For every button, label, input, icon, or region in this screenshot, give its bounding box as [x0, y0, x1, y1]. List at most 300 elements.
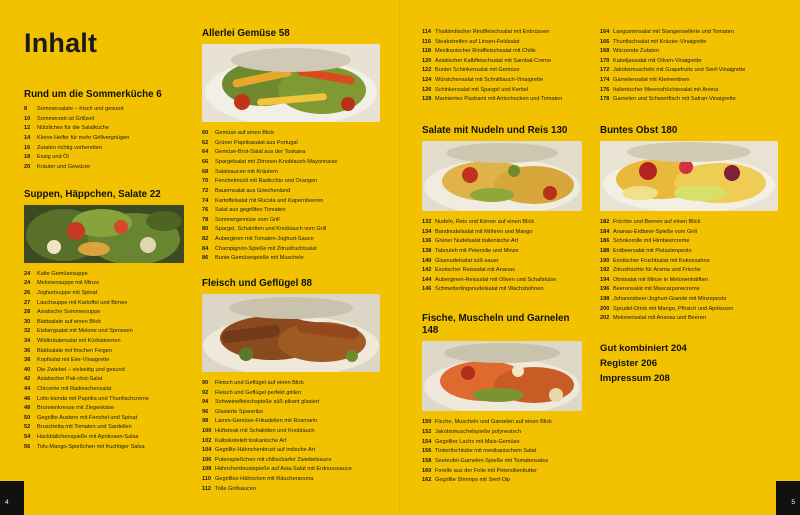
item-page: 198: [600, 295, 610, 302]
item-title: Mariniertes Pastrami mit Artischocken und Tomaten: [435, 96, 563, 103]
item-title: Auberginen mit Tomaten-Joghurt-Sauce: [215, 235, 314, 242]
list-item[interactable]: [422, 276, 582, 286]
item-title: Essig und Öl: [37, 154, 69, 161]
item-title: Tofu-Mango-Spießchen mit fruchtiger Salsa: [37, 443, 145, 450]
item-page: 30: [24, 318, 31, 325]
item-title: Sprudel-Drink mit Mango, Pfirsich und Aprikosen: [613, 305, 734, 312]
list-item[interactable]: [24, 404, 184, 414]
item-title: Nützliches für die Salatküche: [37, 125, 110, 132]
item-page: 162: [422, 477, 432, 484]
item-page: 48: [24, 405, 31, 412]
footer-register[interactable]: Register 206: [600, 357, 658, 369]
item-title: Erdbeersalat mit Pistazienpesto: [613, 247, 692, 254]
item-title: Blattsalate mit frischen Feigen: [37, 347, 112, 354]
item-title: Melonensalat mit Ananas und Beeren: [613, 315, 706, 322]
item-title: Seeteufel-Garnelen-Spieße mit Tomatensalsa: [435, 457, 549, 464]
item-page: 118: [422, 48, 432, 55]
item-title: Würzende Zutaten: [613, 48, 660, 55]
item-title: Italienischer Meeresfrüchtesalat mit Anona: [613, 86, 719, 93]
item-page: 190: [600, 257, 610, 264]
item-page: 168: [600, 48, 610, 55]
item-page: 100: [202, 428, 212, 435]
item-title: Kartoffelsalat mit Rucola und Kapernbeeren: [215, 197, 324, 204]
list-item[interactable]: [600, 266, 778, 276]
right-column-2: [600, 28, 778, 386]
item-title: Gegrilltes Hähnchen mit Räucheraroma: [215, 476, 314, 483]
list-item[interactable]: [422, 57, 582, 67]
item-page: 20: [24, 163, 31, 170]
photo-suppen-salate-image: [24, 205, 184, 263]
item-page: 96: [202, 408, 209, 415]
item-title: Salat aus gegrillten Tomaten: [215, 207, 286, 214]
item-page: 64: [202, 149, 209, 156]
left-column-2: [202, 28, 380, 494]
item-title: Bunter Schinkensalat mit Gemüse: [435, 67, 520, 74]
item-page: 28: [24, 309, 31, 316]
list-item[interactable]: [24, 433, 184, 443]
page-title: Inhalt: [24, 28, 98, 58]
list-item[interactable]: [24, 385, 184, 395]
item-title: Fische, Muscheln und Garnelen auf einen Blick: [435, 419, 552, 426]
item-page: 172: [600, 67, 610, 74]
list-item[interactable]: [422, 428, 582, 438]
item-page: 66: [202, 159, 209, 166]
item-page: 120: [422, 57, 432, 64]
list-item[interactable]: [422, 66, 582, 76]
item-title: Kalte Gemüsesuppe: [37, 270, 88, 277]
list-item[interactable]: [422, 438, 582, 448]
list-item[interactable]: [202, 139, 380, 149]
item-title: Eisbergsalat mit Melone und Sprossen: [37, 328, 133, 335]
list-item[interactable]: [600, 66, 778, 76]
item-page: 160: [422, 467, 432, 474]
list-item[interactable]: [600, 47, 778, 57]
photo-allerlei-gemuese: [202, 44, 380, 122]
item-title: Tabouleh mit Petersilie und Minze: [435, 247, 519, 254]
item-page: 174: [600, 77, 610, 84]
item-title: Gegrillte Austern mit Fenchel und Spinat: [37, 414, 138, 421]
section-title-buntes-obst: Buntes Obst 180: [600, 124, 678, 136]
toc-list-fische-cont: [600, 28, 778, 105]
item-title: Garnelen und Schwertfisch mit Safran-Vinaigrette: [613, 96, 736, 103]
list-item[interactable]: [600, 38, 778, 48]
item-page: 138: [422, 247, 432, 254]
item-title: Glasnudelsalat süß-sauer: [435, 257, 499, 264]
list-item[interactable]: [422, 285, 582, 295]
item-page: 60: [202, 130, 209, 137]
list-item[interactable]: [600, 305, 778, 315]
item-title: Kleine Helfer für mehr Grillvergnügen: [37, 135, 130, 142]
list-item[interactable]: [202, 446, 380, 456]
list-item[interactable]: [24, 356, 184, 366]
item-page: 26: [24, 289, 31, 296]
toc-list-fleisch-cont: [422, 28, 582, 105]
list-item[interactable]: [202, 168, 380, 178]
page-tab-left: [0, 481, 24, 515]
list-item[interactable]: [202, 465, 380, 475]
item-page: 14: [24, 135, 31, 142]
item-title: Fleisch und Geflügel perfekt grillen: [215, 389, 302, 396]
item-page: 40: [24, 366, 31, 373]
item-page: 170: [600, 57, 610, 64]
item-page: 108: [202, 466, 212, 473]
list-item[interactable]: [202, 475, 380, 485]
section-title-gemuese: Allerlei Gemüse 58: [202, 28, 290, 39]
item-page: 52: [24, 424, 31, 431]
item-title: Asiatischer Kalbfleischsalat mit Sambal-Creme: [435, 57, 551, 64]
item-title: Blattsalate auf einen Blick: [37, 318, 102, 325]
item-page: 164: [600, 29, 610, 35]
list-item[interactable]: [202, 456, 380, 466]
item-page: 62: [202, 139, 209, 146]
item-title: Früchte und Beeren auf einen Blick: [613, 219, 701, 226]
item-title: Joghurtsuppe mit Spinat: [37, 289, 98, 296]
list-item[interactable]: [24, 270, 184, 280]
item-page: 186: [600, 238, 610, 245]
section-title-suppen: Suppen, Häppchen, Salate 22: [24, 188, 161, 200]
list-item[interactable]: [24, 318, 184, 328]
list-item[interactable]: [600, 28, 778, 38]
list-item[interactable]: [422, 76, 582, 86]
item-title: Fleisch und Geflügel auf einen Blick: [215, 380, 304, 386]
list-item[interactable]: [422, 457, 582, 467]
item-page: 124: [422, 77, 432, 84]
item-title: Tintenfischtube mit mexikanischem Salat: [435, 448, 537, 455]
list-item[interactable]: [600, 76, 778, 86]
item-page: 50: [24, 414, 31, 421]
item-title: Jakobsmuscheln mit Grapefruits und Senf-Vinaigrette: [613, 67, 746, 74]
item-title: Bandnudelsalat mit Möhren und Mango: [435, 228, 533, 235]
item-title: Nudeln, Reis und Körner auf einen Blick: [435, 219, 535, 226]
item-title: Schinkensalat mit Spargel und Kerbel: [435, 86, 529, 93]
item-page: 158: [422, 457, 432, 464]
item-page: 94: [202, 399, 209, 406]
page-number-right: 5: [791, 499, 795, 506]
item-page: 176: [600, 86, 610, 93]
item-page: 32: [24, 328, 31, 335]
item-title: Thunfischsalat mit Kräuter-Vinaigrette: [613, 38, 707, 45]
item-page: 82: [202, 235, 209, 242]
photo-nudeln-reis: [422, 141, 582, 211]
item-title: Tolle Grillsaucen: [215, 485, 257, 492]
item-page: 196: [600, 286, 610, 293]
item-title: Kalbskotelett toskanische Art: [215, 437, 287, 444]
list-item[interactable]: [202, 235, 380, 245]
list-item[interactable]: [422, 247, 582, 257]
page-tab-right: [776, 481, 800, 515]
item-page: 70: [202, 178, 209, 185]
item-title: Johannisbeer-Joghurt-Granité mit Minzepesto: [613, 295, 727, 302]
item-page: 90: [202, 380, 209, 386]
list-item[interactable]: [600, 237, 778, 247]
item-title: Hackbällchenspieße mit Aprikosen-Salsa: [37, 434, 139, 441]
list-item[interactable]: [24, 443, 184, 453]
list-item[interactable]: [24, 163, 184, 173]
item-title: Champignon-Spieße mit Zitrusfruchtsalat: [215, 245, 317, 252]
list-item[interactable]: [202, 206, 380, 216]
list-item[interactable]: [24, 375, 184, 385]
item-title: Spargel, Schalotten und Knoblauch vom Grill: [215, 226, 327, 233]
item-title: Putenspießchen mit chilischarfer Zwiebelsauce: [215, 456, 332, 463]
item-title: Zutaten richtig vorbereiten: [37, 144, 102, 151]
item-page: 56: [24, 443, 31, 450]
list-item[interactable]: [202, 485, 380, 495]
list-item[interactable]: [422, 86, 582, 96]
section-title-fische: Fische, Muscheln und Garnelen 148: [422, 312, 570, 337]
item-title: Sommerzeit ist Grillzeit: [37, 115, 95, 122]
list-item[interactable]: [202, 187, 380, 197]
item-title: Lamm-Gemüse-Frikadellen mit Rosmarin: [215, 418, 318, 425]
item-page: 194: [600, 276, 610, 283]
footer-gut-kombiniert[interactable]: Gut kombiniert 204: [600, 342, 687, 354]
item-title: Schweinefleischspieße süß-pikant glasiert: [215, 399, 320, 406]
item-title: Lauchsuppe mit Kartoffel und Birnen: [37, 299, 128, 306]
item-page: 46: [24, 395, 31, 402]
item-page: 16: [24, 144, 31, 151]
section-title-fleisch: Fleisch und Geflügel 88: [202, 277, 312, 289]
item-title: Zitrusfrüchte für Aroma und Frische: [613, 267, 701, 274]
item-page: 140: [422, 257, 432, 264]
item-page: 68: [202, 168, 209, 175]
item-title: Exotischer Fruchtsalat mit Kokossahne: [613, 257, 710, 264]
item-page: 8: [24, 106, 28, 113]
item-title: Sommergemüse vom Grill: [215, 216, 280, 223]
item-title: Gemüse auf einen Blick: [215, 130, 275, 137]
item-page: 80: [202, 226, 209, 233]
list-item[interactable]: [422, 418, 582, 428]
list-item[interactable]: [422, 38, 582, 48]
item-title: Ananas-Erdbeer-Spieße vom Grill: [613, 228, 697, 235]
item-title: Hähnchenbrustspieße auf Asia-Salat mit Erdnusssauce: [215, 466, 352, 473]
toc-list-suppen: [24, 270, 184, 453]
item-page: 132: [422, 219, 432, 226]
item-title: Beerensalat mit Mascarponecreme: [613, 286, 700, 293]
list-item[interactable]: [202, 437, 380, 447]
item-title: Gegrillter Lachs mit Mais-Gemüse: [435, 438, 520, 445]
list-item[interactable]: [202, 129, 380, 139]
list-item[interactable]: [202, 408, 380, 418]
photo-suppen-salate: [24, 205, 184, 263]
item-page: 114: [422, 29, 432, 35]
list-item[interactable]: [422, 266, 582, 276]
item-title: Salatsaucen mit Kräutern: [215, 168, 278, 175]
item-title: Asiatische Sommersuppe: [37, 309, 101, 316]
list-item[interactable]: [24, 153, 184, 163]
item-page: 136: [422, 238, 432, 245]
item-page: 72: [202, 187, 209, 194]
toc-list-fleisch: [202, 379, 380, 494]
item-title: Forelle aus der Folie mit Petersilienbutter: [435, 467, 537, 474]
list-item[interactable]: [24, 337, 184, 347]
item-page: 116: [422, 38, 432, 45]
item-page: 102: [202, 437, 212, 444]
item-page: 144: [422, 276, 432, 283]
item-page: 152: [422, 429, 432, 436]
list-item[interactable]: [24, 115, 184, 125]
list-item[interactable]: [202, 197, 380, 207]
list-item[interactable]: [422, 28, 582, 38]
list-item[interactable]: [600, 285, 778, 295]
item-title: Steakstreifen auf Linsen-Feldsalat: [435, 38, 520, 45]
list-item[interactable]: [202, 427, 380, 437]
section-title-nudeln-reis: Salate mit Nudeln und Reis 130: [422, 124, 568, 136]
item-title: Die Zwiebel – vielseitig und gesund: [37, 366, 125, 373]
list-item[interactable]: [24, 395, 184, 405]
item-title: Lollo bionda mit Paprika und Thunfischcreme: [37, 395, 149, 402]
list-item[interactable]: [202, 417, 380, 427]
list-item[interactable]: [600, 257, 778, 267]
item-title: Kräuter und Gewürze: [37, 163, 91, 170]
page-number-left: 4: [5, 499, 9, 506]
item-title: Obstsalat mit Minze in Melonenhälften: [613, 276, 708, 283]
item-title: Bauernsalat aus Griechenland: [215, 187, 291, 194]
item-page: 126: [422, 86, 432, 93]
list-item[interactable]: [422, 237, 582, 247]
item-page: 200: [600, 305, 610, 312]
item-title: Kabeljausalat mit Oliven-Vinaigrette: [613, 57, 702, 64]
item-title: Bruschetta mit Tomaten und Sardellen: [37, 424, 132, 431]
item-page: 156: [422, 448, 432, 455]
list-item[interactable]: [202, 216, 380, 226]
item-title: Gegrillte Shrimps mit Senf-Dip: [435, 477, 511, 484]
list-item[interactable]: [202, 177, 380, 187]
list-item[interactable]: [24, 299, 184, 309]
list-item[interactable]: [24, 347, 184, 357]
list-item[interactable]: [202, 389, 380, 399]
list-item[interactable]: [600, 314, 778, 324]
item-title: Spargelsalat mit Zitronen-Knoblauch-Mayonnaise: [215, 159, 338, 166]
list-item[interactable]: [202, 245, 380, 255]
list-item[interactable]: [202, 379, 380, 389]
photo-fische-muscheln-image: [422, 341, 582, 411]
item-title: Brunnenkresse mit Ziegenkäse: [37, 405, 115, 412]
list-item[interactable]: [422, 228, 582, 238]
item-page: 192: [600, 267, 610, 274]
item-page: 128: [422, 96, 432, 103]
item-page: 178: [600, 96, 610, 103]
list-item[interactable]: [202, 398, 380, 408]
item-page: 154: [422, 438, 432, 445]
list-item[interactable]: [600, 228, 778, 238]
list-item[interactable]: [422, 476, 582, 486]
item-page: 24: [24, 270, 31, 277]
item-page: 104: [202, 447, 212, 454]
list-item[interactable]: [24, 414, 184, 424]
list-item[interactable]: [24, 327, 184, 337]
list-item[interactable]: [202, 225, 380, 235]
list-item[interactable]: [600, 86, 778, 96]
list-item[interactable]: [202, 158, 380, 168]
right-page: [400, 0, 800, 515]
photo-buntes-obst-image: [600, 141, 778, 211]
list-item[interactable]: [422, 47, 582, 57]
list-item[interactable]: [600, 95, 778, 105]
list-item[interactable]: [24, 279, 184, 289]
list-item[interactable]: [24, 289, 184, 299]
item-title: Gemüse-Brot-Salat aus der Toskana: [215, 149, 306, 156]
toc-list-buntes-obst: [600, 218, 778, 324]
item-title: Gegrillte Hähnchenbrust auf indische Art: [215, 447, 316, 454]
spine-divider: [399, 0, 400, 515]
list-item[interactable]: [422, 257, 582, 267]
footer-impressum[interactable]: Impressum 208: [600, 372, 670, 384]
item-title: Fenchelmüsli mit Radicchio und Orangen: [215, 178, 318, 185]
list-item[interactable]: [24, 423, 184, 433]
item-title: Auberginen-Reissalat mit Oliven und Schafskäse: [435, 276, 557, 283]
list-item[interactable]: [202, 148, 380, 158]
photo-nudeln-reis-image: [422, 141, 582, 211]
toc-list-sommerkueche: [24, 105, 184, 172]
list-item[interactable]: [600, 295, 778, 305]
left-column-1: [24, 28, 184, 452]
section-title-sommerkueche: Rund um die Sommerküche 6: [24, 89, 162, 100]
item-page: 54: [24, 434, 31, 441]
item-title: Schmetterlingsnudelsalat mit Wachsbohnen: [435, 286, 544, 293]
item-page: 18: [24, 154, 31, 161]
photo-fische-muscheln: [422, 341, 582, 411]
item-page: 78: [202, 216, 209, 223]
item-title: Hüftsteak mit Schalotten und Knoblauch: [215, 428, 315, 435]
list-item[interactable]: [202, 254, 380, 264]
toc-list-gemuese: [202, 129, 380, 264]
item-page: 188: [600, 247, 610, 254]
list-item[interactable]: [422, 95, 582, 105]
item-page: 76: [202, 207, 209, 214]
item-title: Jakobsmuschelspieße polynesisch: [435, 429, 522, 436]
item-page: 92: [202, 389, 209, 396]
list-item[interactable]: [24, 134, 184, 144]
item-page: 27: [24, 299, 31, 306]
list-item[interactable]: [422, 447, 582, 457]
list-item[interactable]: [600, 247, 778, 257]
item-title: Garnelensalat mit Klementinen: [613, 77, 690, 84]
list-item[interactable]: [24, 124, 184, 134]
item-page: 142: [422, 267, 432, 274]
item-page: 182: [600, 219, 610, 226]
list-item[interactable]: [600, 57, 778, 67]
item-title: Langustensalat mit Stangensellerie und Tomaten: [613, 29, 734, 35]
item-title: Thailändischer Rindfleischsalat mit Erdnüssen: [435, 29, 550, 35]
list-item[interactable]: [24, 105, 184, 115]
item-page: 122: [422, 67, 432, 74]
list-item[interactable]: [422, 467, 582, 477]
item-page: 10: [24, 115, 31, 122]
item-title: Exotischer Reissalat mit Ananas: [435, 267, 515, 274]
list-item[interactable]: [24, 308, 184, 318]
item-page: 74: [202, 197, 209, 204]
toc-list-nudeln-reis: [422, 218, 582, 295]
item-page: 110: [202, 476, 212, 483]
item-title: Würstchensalat mit Schnittlauch-Vinaigrette: [435, 77, 544, 84]
item-title: Kopfsalat mit Eier-Vinaigrette: [37, 357, 110, 364]
item-page: 146: [422, 286, 432, 293]
item-title: Sommersalate – frisch und gesund: [37, 106, 124, 113]
item-page: 12: [24, 125, 31, 132]
list-item[interactable]: [422, 218, 582, 228]
item-page: 150: [422, 419, 432, 426]
item-page: 84: [202, 245, 209, 252]
list-item[interactable]: [600, 276, 778, 286]
item-page: 134: [422, 228, 432, 235]
list-item[interactable]: [24, 144, 184, 154]
item-page: 86: [202, 255, 209, 262]
list-item[interactable]: [24, 366, 184, 376]
list-item[interactable]: [600, 218, 778, 228]
item-page: 42: [24, 376, 31, 383]
item-title: Glasierte Spareribs: [215, 408, 263, 415]
item-title: Bunte Gemüsespieße mit Muscheln: [215, 255, 304, 262]
item-title: Melonensuppe mit Minze: [37, 280, 100, 287]
